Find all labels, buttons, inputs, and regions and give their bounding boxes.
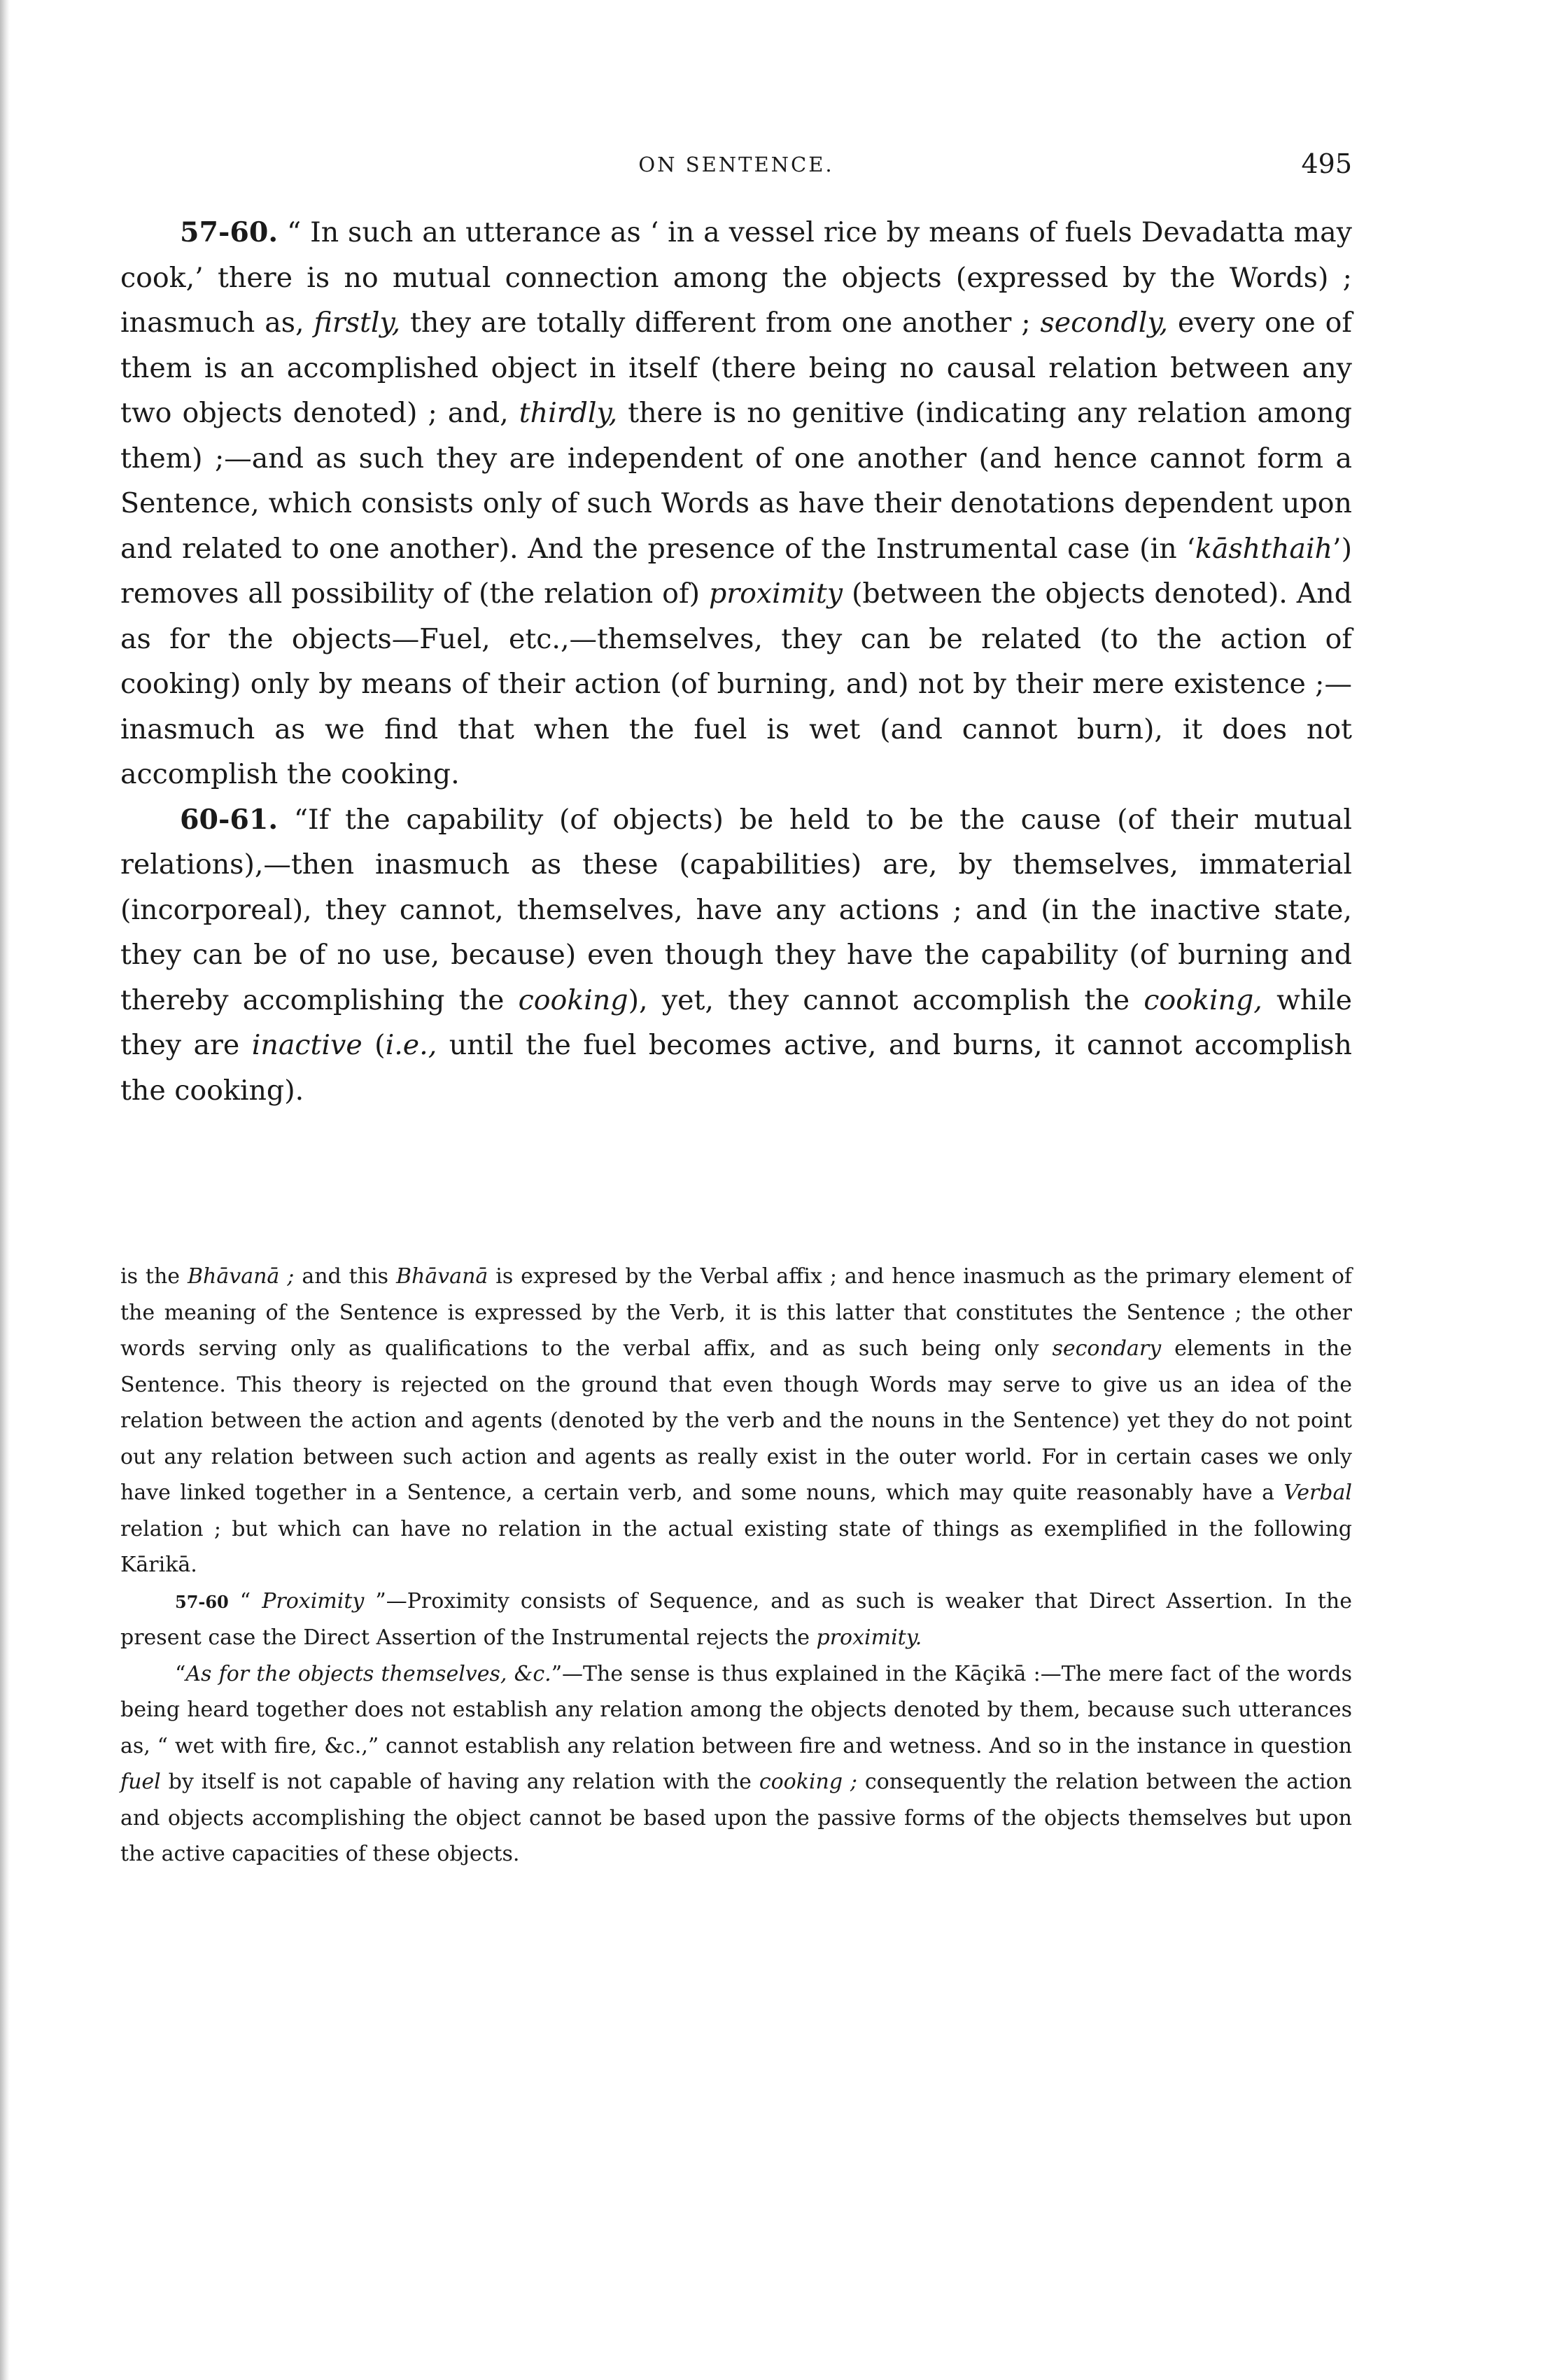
paragraph-number: 57-60.	[180, 216, 279, 248]
text-run: consequently the relation between the action and objects accomplishing the object cannot be based upon the passive forms of the objects themselves but upon the active capacities of these objects.	[120, 1770, 1352, 1866]
text-run: “If the capability (of objects) be held to be the cause (of their mutual relations),—then inasmuch as these (capabilities) are, by themselves, immaterial (incorporeal), they cannot, themselves, have any actions ; and (in the inactive state, they can be of no use, because) even though they have the capability (of burning and thereby accomplishing the	[120, 803, 1352, 1016]
italic-run: inactive	[251, 1029, 363, 1061]
text-run: “	[228, 1588, 262, 1614]
italic-run: cooking ;	[759, 1770, 858, 1794]
running-title: ON SENTENCE.	[638, 153, 834, 176]
paragraph-57-60	[120, 210, 1352, 797]
italic-run: As for the objects themselves, &c.	[185, 1661, 551, 1686]
italic-run: cooking	[518, 983, 628, 1016]
paragraph-number: 60-61.	[180, 803, 279, 836]
text-run: and this	[294, 1264, 396, 1289]
page-header	[120, 148, 1352, 188]
italic-run: proximity	[708, 578, 843, 610]
text-run: by itself is not capable of having any relation with the	[160, 1770, 759, 1794]
text-run: ), yet, they cannot accomplish the	[628, 983, 1144, 1016]
footnotes	[120, 1259, 1352, 1872]
italic-run: proximity.	[816, 1625, 922, 1650]
italic-run: secondly,	[1040, 307, 1169, 339]
footnote-57-60	[120, 1583, 1352, 1656]
text-run: (between the objects denoted). And as for the objects—Fuel, etc.,—themselves, they can be related (to the action of cooking) only by means of their action (of burning, and) not by their mere existence ;—inasmuch as we find that when the fuel is wet (and cannot burn), it does not accomplish the cooking.	[120, 578, 1352, 790]
text-run: is expresed by the Verbal affix ; and hence inasmuch as the primary element of the meaning of the Sentence is expressed by the Verb, it is this latter that constitutes the Sentence ; the other words serving only as qualifications to the verbal affix, and as such being only	[120, 1264, 1353, 1361]
text-run: (	[362, 1029, 386, 1061]
italic-run: thirdly,	[519, 397, 618, 429]
text-run: there is no genitive (indicating any relation among them) ;—and as such they are independent of one another (and hence cannot form a Sentence, which consists only of such Words as have their denotations dependent upon and related to one another). And the presence of the Instrumental case (in ‘	[120, 397, 1352, 565]
footnote-number: 57-60	[175, 1591, 229, 1612]
italic-run: kāshthaih	[1195, 532, 1333, 565]
paragraph-60-61	[120, 797, 1352, 1114]
text-run: until the fuel becomes active, and burns, it cannot accomplish the cooking).	[120, 1029, 1352, 1107]
italic-run: Bhāvanā ;	[188, 1264, 295, 1289]
text-run: ”—Proximity consists of Sequence, and as such is weaker that Direct Assertion. In the present case the Direct Assertion of the Instrumental rejects the	[120, 1588, 1352, 1650]
italic-run: firstly,	[314, 307, 401, 339]
main-text	[120, 210, 1352, 1113]
italic-run: Proximity	[262, 1588, 365, 1614]
italic-run: Bhāvanā	[395, 1264, 488, 1289]
italic-run: i.e.,	[385, 1029, 437, 1061]
text-run: elements in the Sentence. This theory is rejected on the ground that even though Words may serve to give us an idea of the relation between the action and agents (denoted by the verb and the nouns in the Sentence) yet they do not point out any relation between such action and agents as really exist in the outer world. For in certain cases we only have linked together in a Sentence, a certain verb, and some nouns, which may quite reasonably have a	[120, 1336, 1352, 1505]
footnote-continued	[120, 1259, 1352, 1583]
text-run: every one of them is an accomplished object in itself (there being no causal relation between any two objects denoted) ; and,	[120, 307, 1353, 429]
text-run: “ In such an utterance as ‘ in a vessel rice by means of fuels Devadatta may cook,’ there is no mutual connection among the objects (expressed by the Words) ; inasmuch as,	[120, 216, 1352, 339]
text-run: they are totally different from one another ;	[400, 307, 1041, 339]
text-run: is the	[120, 1264, 188, 1289]
italic-run: cooking,	[1144, 983, 1262, 1016]
text-run: ’) removes all possibility of (the relation of)	[120, 532, 1352, 610]
italic-run: secondary	[1052, 1336, 1162, 1361]
text-run: relation ; but which can have no relation in the actual existing state of things as exemplified in the following Kārikā.	[120, 1516, 1352, 1577]
text-run: ”—The sense is thus explained in the Kāçikā :—The mere fact of the words being heard together does not establish any relation among the objects denoted by them, because such utterances as, “ wet with fire, &c.,” cannot establish any relation between fire and wetness. And so in the instance in question	[120, 1661, 1352, 1758]
text-run: “	[175, 1661, 186, 1686]
scan-edge	[0, 0, 10, 2380]
footnote-objects-themselves	[120, 1656, 1352, 1872]
text-run: while they are	[120, 983, 1352, 1061]
italic-run: Verbal	[1283, 1480, 1352, 1505]
page-number: 495	[1301, 148, 1352, 179]
italic-run: fuel	[120, 1770, 161, 1794]
